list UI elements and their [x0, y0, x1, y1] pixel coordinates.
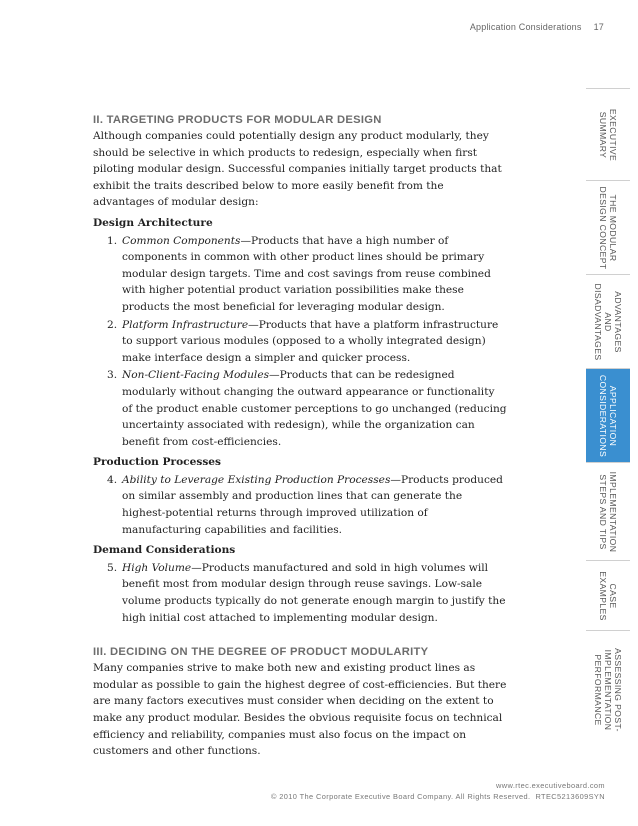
list-item-number: 5. [107, 561, 118, 574]
tab-label: EXECUTIVE SUMMARY [598, 108, 618, 161]
production-processes-heading: Production Processes [93, 456, 221, 469]
list-item-term: Common Components [122, 234, 241, 247]
list-item-text: —Products that can be redesigned modularly without changing the outward appearance or functionality of the product enable customer perceptions to go unchanged (reducing uncertainty associated with redesign), while the organization can benefit from cost-efficiencies. [122, 369, 507, 448]
main-content [93, 112, 508, 760]
demand-considerations-heading: Demand Considerations [93, 544, 236, 557]
list-item [107, 472, 508, 538]
tab-executive-summary[interactable] [586, 88, 630, 180]
page-number: 17 [593, 22, 604, 32]
page-footer [271, 780, 605, 802]
section-nav-sidebar [586, 88, 630, 748]
tab-advantages-disadvantages[interactable] [586, 274, 630, 368]
list-item-text: —Products produced on similar assembly and production lines that can generate the highest-potential returns through improved utilization of manufacturing capabilities and facilities. [122, 473, 503, 536]
list-item-number: 4. [107, 473, 118, 486]
section-3-body: Many companies strive to make both new and existing product lines as modular as possible to gain the highest degree of cost-efficiencies. But there are many factors executives must consider when deciding on the extent to make any product modular. Besides the obvious requisite focus on technical efficiency and reliability, companies must also focus on the impact on customers and other functions. [93, 662, 507, 758]
page-header [0, 22, 604, 32]
list-item-number: 1. [107, 234, 118, 247]
design-architecture-heading: Design Architecture [93, 216, 213, 229]
list-item [107, 560, 508, 626]
list-item-term: Ability to Leverage Existing Production Processes [122, 473, 391, 486]
tab-application-considerations[interactable] [586, 368, 630, 462]
list-item-term: Non-Client-Facing Modules [122, 369, 270, 382]
list-item-text: —Products that have a high number of components in common with other product lines should be primary modular design targets. Time and cost savings from reuse combined with higher potential product variation possibilities make these products the most beneficial for leveraging modular design. [122, 234, 491, 313]
tab-label: APPLICATION CONSIDERATIONS [598, 374, 618, 457]
tab-case-examples[interactable] [586, 560, 630, 630]
footer-copyright: © 2010 The Corporate Executive Board Company. All Rights Reserved. [270, 792, 531, 801]
tab-modular-design-concept[interactable] [586, 180, 630, 274]
tab-label: CASE EXAMPLES [598, 570, 618, 621]
list-item-term: High Volume [122, 561, 192, 574]
section-2-heading: II. TARGETING PRODUCTS FOR MODULAR DESIGN [93, 114, 382, 126]
list-item-term: Platform Infrastructure [122, 318, 249, 331]
list-item-number: 2. [107, 318, 118, 331]
tab-label: ADVANTAGES AND DISADVANTAGES [593, 283, 623, 360]
section-2-intro: Although companies could potentially design any product modularly, they should be selective in which products to redesign, especially when first piloting modular design. Successful companies initially target products that exhibit the traits described below to more easily benefit from the advantages of modular design: [93, 130, 502, 209]
tab-label: ASSESSING POST- IMPLEMENTATION PERFORMANCE [593, 647, 623, 732]
tab-label: THE MODULAR DESIGN CONCEPT [598, 186, 618, 269]
list-item-number: 3. [107, 369, 118, 382]
section-3-heading: III. DECIDING ON THE DEGREE OF PRODUCT MODULARITY [93, 646, 429, 659]
footer-code: RTEC5213609SYN [535, 792, 605, 801]
list-item [107, 233, 508, 316]
footer-url[interactable]: www.rtec.executiveboard.com [496, 781, 605, 790]
tab-implementation-steps[interactable] [586, 462, 630, 560]
list-item-text: —Products manufactured and sold in high volumes will benefit most from modular design through reuse savings. Low-sale volume products typically do not generate enough margin to justify the high initial cost attached to implementing modular design. [122, 561, 506, 624]
header-title: Application Considerations [469, 22, 582, 32]
list-item [107, 317, 508, 367]
tab-assessing-performance[interactable] [586, 630, 630, 748]
list-item [107, 367, 508, 450]
tab-label: IMPLEMENTATION STEPS AND TIPS [598, 471, 618, 552]
list-item-text: —Products that have a platform infrastructure to support various modules (opposed to a wholly integrated design) make interface design a simpler and quicker process. [122, 318, 499, 364]
